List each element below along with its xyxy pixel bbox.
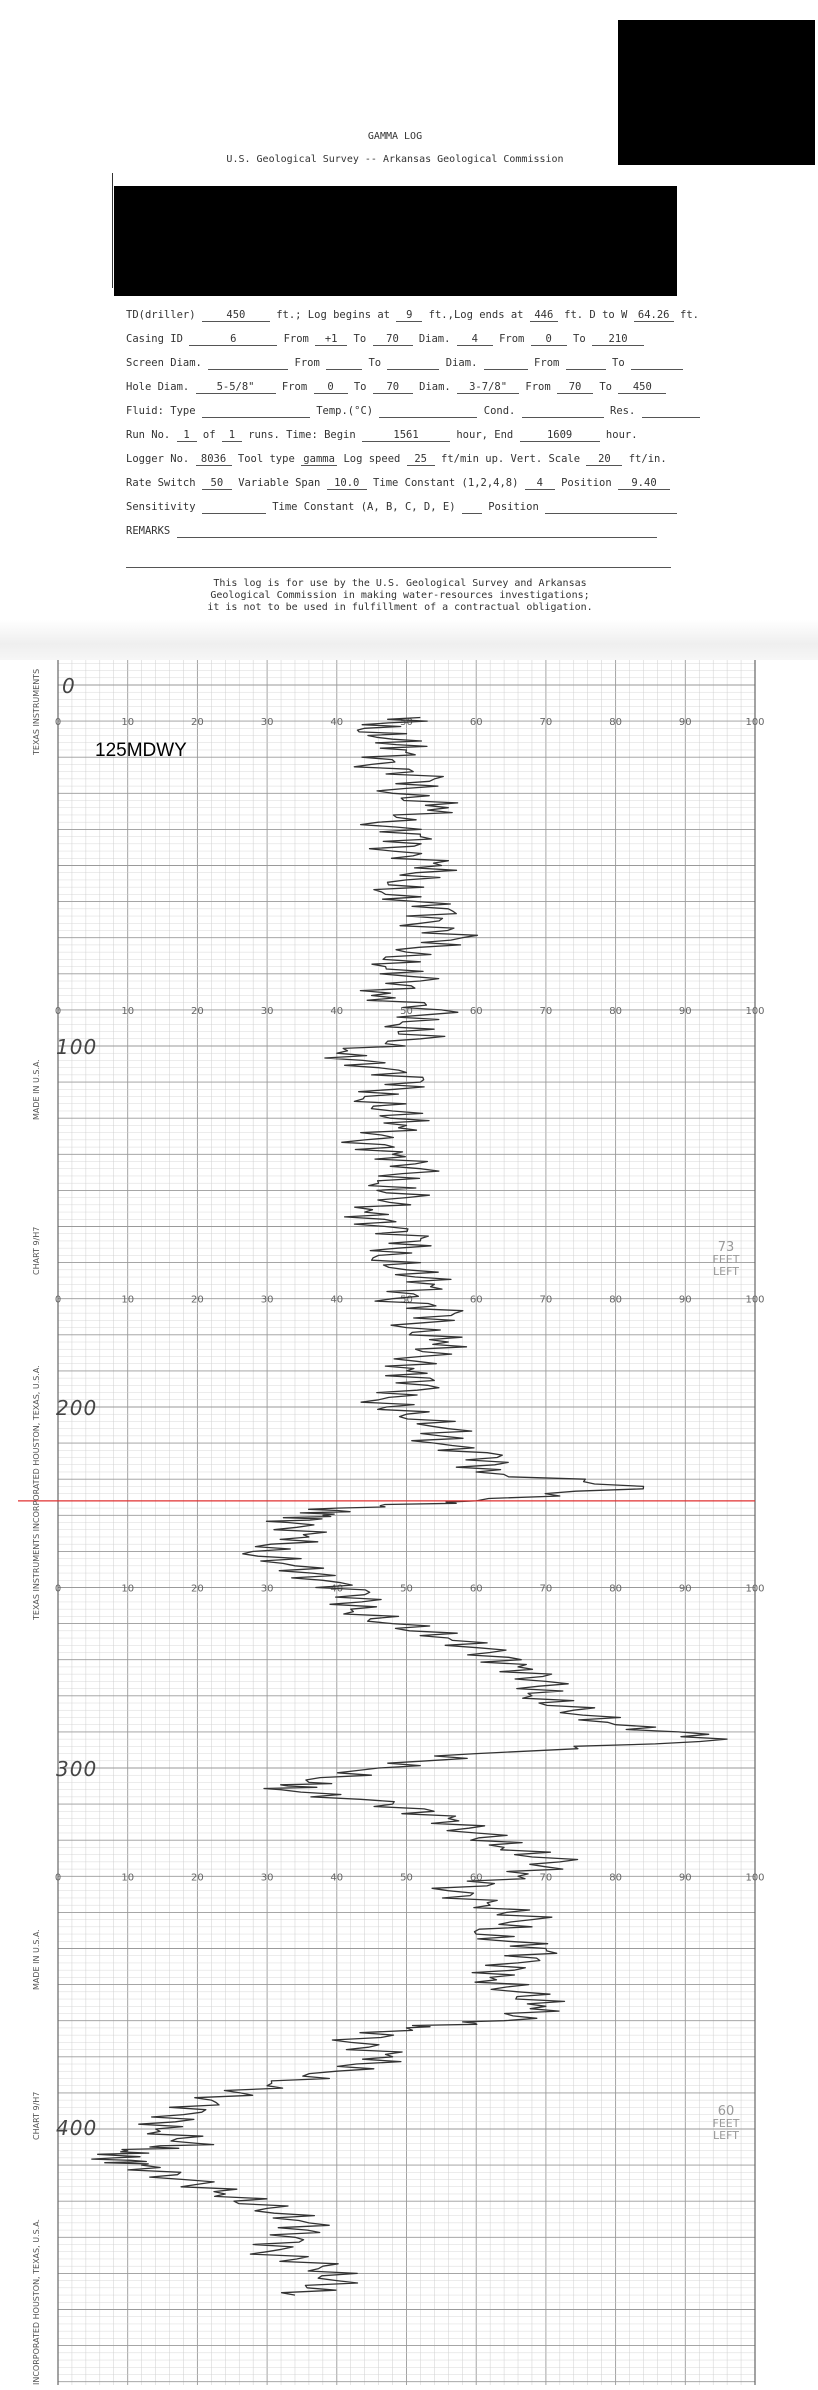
screen-to2-label: To — [612, 357, 625, 369]
hole-diam2-label: Diam. — [419, 381, 451, 393]
scale-label-0: 0 — [54, 1294, 62, 1306]
speed-value: 25 — [407, 453, 435, 466]
scale-label-10: 10 — [121, 1005, 135, 1017]
margin-text-1: TEXAS INSTRUMENTS — [32, 668, 41, 755]
chart-scale-labels — [55, 717, 765, 1883]
scale-label-80: 80 — [609, 1294, 622, 1306]
hole-from2-label: From — [525, 381, 551, 393]
cond-blank — [522, 405, 604, 418]
margin-text-2: MADE IN U.S.A. — [32, 1059, 41, 1120]
rate-label: Rate Switch — [126, 477, 196, 489]
scale-label-100: 100 — [745, 1294, 765, 1306]
scale-label-30: 30 — [260, 717, 274, 729]
hole-label: Hole Diam. — [126, 381, 190, 393]
scale-label-50: 50 — [400, 1872, 413, 1884]
form-row-remarks — [126, 525, 671, 541]
header-left-rule — [112, 173, 113, 288]
form-row-casing — [126, 333, 671, 349]
res-blank — [642, 405, 700, 418]
depth-to-water-value: 64.26 — [634, 309, 674, 322]
td-ft-label: ft.; Log begins at — [276, 309, 390, 321]
scale-label-30: 30 — [260, 1583, 274, 1595]
scale-label-30: 30 — [260, 1005, 274, 1017]
depth-label-200: 200 — [56, 1396, 98, 1420]
log-begin-ft-label: ft.,Log ends at — [428, 309, 524, 321]
casing-label: Casing ID — [126, 333, 183, 345]
log-end-value: 446 — [530, 309, 558, 322]
scale-label-20: 20 — [191, 717, 204, 729]
scale-label-90: 90 — [678, 1583, 692, 1595]
feet-left-label-2: FEET — [712, 2117, 740, 2130]
agency-line: U.S. Geological Survey -- Arkansas Geological Commission — [226, 154, 564, 165]
scale-label-60: 60 — [469, 1294, 483, 1306]
scale-label-70: 70 — [539, 1583, 553, 1595]
run-total-value: 1 — [222, 429, 242, 442]
depth-label-400: 400 — [56, 2116, 98, 2140]
scale-label-60: 60 — [469, 1005, 483, 1017]
disclaimer-line-1: This log is for use by the U.S. Geological Survey and Arkansas — [213, 578, 587, 589]
scale-label-70: 70 — [539, 1005, 553, 1017]
scale-label-20: 20 — [191, 1872, 204, 1884]
scale-label-50: 50 — [400, 717, 413, 729]
scale-label-70: 70 — [539, 717, 553, 729]
scale-label-50: 50 — [400, 1294, 413, 1306]
scale-label-80: 80 — [609, 717, 622, 729]
usage-disclaimer — [160, 578, 640, 614]
casing-diam-value: 4 — [457, 333, 493, 346]
remarks-blank — [177, 525, 657, 538]
scale-label-40: 40 — [330, 1005, 344, 1017]
scale-label-80: 80 — [609, 1583, 622, 1595]
scale-label-100: 100 — [745, 1005, 765, 1017]
position2-blank — [545, 501, 677, 514]
redaction-block-header — [114, 186, 677, 296]
scale-label-90: 90 — [678, 717, 692, 729]
scale-label-80: 80 — [609, 1005, 622, 1017]
scale-label-10: 10 — [121, 1872, 135, 1884]
fluid-type-blank — [202, 405, 310, 418]
screen-to2-blank — [631, 357, 683, 370]
vert-scale-unit: ft/in. — [628, 453, 667, 465]
scale-label-90: 90 — [678, 1872, 692, 1884]
chart-grid — [58, 660, 755, 2385]
run-label: Run No. — [126, 429, 171, 441]
hole-to2-value: 450 — [618, 381, 666, 394]
margin-text-3: CHART 9/H7 — [32, 1226, 41, 1275]
feet-left-note-1 — [706, 1242, 746, 1278]
depth-label-300: 300 — [56, 1757, 98, 1781]
scale-label-50: 50 — [400, 1583, 413, 1595]
form-row-hole — [126, 381, 671, 397]
rate-value: 50 — [202, 477, 232, 490]
casing-from2-value: 0 — [531, 333, 567, 346]
form-row-run — [126, 429, 671, 445]
form-row-screen — [126, 357, 671, 373]
screen-diam2-blank — [484, 357, 528, 370]
scale-label-20: 20 — [191, 1005, 204, 1017]
screen-from2-blank — [566, 357, 606, 370]
scale-label-0: 0 — [54, 1005, 62, 1017]
screen-to-blank — [387, 357, 439, 370]
screen-label: Screen Diam. — [126, 357, 202, 369]
remarks-second-line — [126, 567, 671, 568]
casing-diam-label: Diam. — [418, 333, 451, 345]
form-row-rate — [126, 477, 671, 493]
time-begin-value: 1561 — [362, 429, 450, 442]
margin-text-5: MADE IN U.S.A. — [32, 1929, 41, 1990]
sensitivity-blank — [202, 501, 266, 514]
casing-to-value: 70 — [373, 333, 413, 346]
casing-from-label: From — [283, 333, 309, 345]
remarks-label: REMARKS — [126, 525, 171, 537]
casing-to2-value: 210 — [592, 333, 644, 346]
scale-label-30: 30 — [260, 1872, 274, 1884]
scale-label-20: 20 — [191, 1294, 204, 1306]
fluid-label: Fluid: Type — [126, 405, 196, 417]
scale-label-0: 0 — [54, 1583, 62, 1595]
scale-label-90: 90 — [678, 1294, 692, 1306]
feet-left-count-2: 60 — [717, 2104, 735, 2119]
sensitivity-label: Sensitivity — [126, 501, 196, 513]
temp-blank — [379, 405, 477, 418]
form-row-fluid — [126, 405, 671, 421]
scale-label-60: 60 — [469, 1583, 483, 1595]
tc-label: Time Constant (1,2,4,8) — [373, 477, 519, 489]
scale-label-100: 100 — [745, 1872, 765, 1884]
scale-label-40: 40 — [330, 717, 344, 729]
fold-shadow — [0, 620, 818, 660]
form-row-sensitivity — [126, 501, 671, 517]
scale-label-40: 40 — [330, 1294, 344, 1306]
scale-label-100: 100 — [745, 717, 765, 729]
hole-to-value: 70 — [373, 381, 413, 394]
disclaimer-line-2: Geological Commission in making water-resources investigations; — [210, 590, 590, 601]
speed-unit-label: ft/min up. Vert. Scale — [441, 453, 581, 465]
screen-diam-blank — [208, 357, 288, 370]
position-label: Position — [561, 477, 612, 489]
scale-label-10: 10 — [121, 1583, 135, 1595]
screen-from-label: From — [294, 357, 320, 369]
screen-from2-label: From — [534, 357, 560, 369]
scale-label-40: 40 — [330, 1583, 344, 1595]
scale-label-90: 90 — [678, 1005, 692, 1017]
screen-to-label: To — [368, 357, 382, 369]
position2-label: Position — [488, 501, 539, 513]
td-value: 450 — [202, 309, 270, 322]
feet-left-label2-2: LEFT — [713, 2129, 739, 2142]
scale-label-80: 80 — [609, 1872, 622, 1884]
log-begin-value: 9 — [396, 309, 422, 322]
run-time-label: runs. Time: Begin — [248, 429, 356, 441]
scale-label-50: 50 — [400, 1005, 413, 1017]
hole-from-label: From — [281, 381, 308, 393]
logger-label: Logger No. — [126, 453, 190, 465]
scale-label-0: 0 — [54, 1872, 62, 1884]
hole-from2-value: 70 — [557, 381, 593, 394]
time-end-value: 1609 — [520, 429, 600, 442]
tool-label: Tool type — [237, 453, 295, 465]
run-no-value: 1 — [177, 429, 197, 442]
disclaimer-line-3: it is not to be used in fulfillment of a contractual obligation. — [207, 602, 593, 613]
casing-to-label: To — [353, 333, 367, 345]
form-row-depth — [126, 309, 699, 325]
feet-left-label2-1: LEFT — [713, 1265, 739, 1278]
logger-no-value: 8036 — [196, 453, 232, 466]
scale-label-60: 60 — [469, 1872, 483, 1884]
margin-text-7: INCORPORATED HOUSTON, TEXAS, U.S.A. — [32, 2218, 41, 2385]
run-of-label: of — [202, 429, 216, 441]
casing-from2-label: From — [499, 333, 525, 345]
depth-label-100: 100 — [56, 1035, 98, 1059]
temp-label: Temp.(°C) — [316, 405, 374, 417]
tc2-blank — [462, 501, 482, 514]
log-header-form — [126, 305, 699, 595]
hour-end-label: hour, End — [456, 429, 514, 441]
scale-label-70: 70 — [539, 1872, 553, 1884]
vert-scale-value: 20 — [586, 453, 622, 466]
scale-label-70: 70 — [539, 1294, 553, 1306]
log-title: GAMMA LOG — [367, 131, 423, 142]
form-row-logger — [126, 453, 671, 469]
res-label: Res. — [610, 405, 636, 417]
cond-label: Cond. — [483, 405, 516, 417]
hole-to2-label: To — [599, 381, 613, 393]
hole-diam2-value: 3-7/8" — [457, 381, 519, 394]
hole-from-value: 0 — [314, 381, 348, 394]
tool-type-value: gamma — [301, 453, 337, 466]
span-value: 10.0 — [327, 477, 367, 490]
hour-label: hour. — [605, 429, 638, 441]
scale-label-10: 10 — [121, 1294, 135, 1306]
casing-id-value: 6 — [189, 333, 277, 346]
screen-from-blank — [326, 357, 362, 370]
speed-label: Log speed — [343, 453, 401, 465]
log-end-ft-label: ft. D to W — [564, 309, 628, 321]
scale-label-40: 40 — [330, 1872, 344, 1884]
depth-to-water-unit: ft. — [680, 309, 699, 321]
scale-label-20: 20 — [191, 1583, 204, 1595]
screen-diam-label: Diam. — [445, 357, 478, 369]
hole-diam-value: 5-5/8" — [196, 381, 276, 394]
feet-left-count-1: 73 — [717, 1240, 735, 1255]
gamma-trace-line — [92, 718, 727, 2296]
scale-label-100: 100 — [745, 1583, 765, 1595]
tc2-label: Time Constant (A, B, C, D, E) — [272, 501, 456, 513]
hole-to-label: To — [353, 381, 367, 393]
scale-label-30: 30 — [260, 1294, 274, 1306]
feet-left-label-1: FEET — [712, 1253, 740, 1266]
span-label: Variable Span — [238, 477, 321, 489]
feet-left-note-2 — [706, 2106, 746, 2142]
casing-to2-label: To — [573, 333, 586, 345]
margin-text-6: CHART 9/H7 — [32, 2091, 41, 2140]
scale-label-0: 0 — [54, 717, 62, 729]
margin-text-4: TEXAS INSTRUMENTS INCORPORATED HOUSTON, TEXAS, U.S.A. — [32, 1365, 41, 1620]
td-label: TD(driller) — [126, 309, 196, 321]
well-id-label: 125MDWY — [95, 740, 187, 761]
scale-label-60: 60 — [469, 717, 483, 729]
casing-from-value: +1 — [315, 333, 347, 346]
redaction-block-top-right — [618, 20, 815, 165]
scale-label-10: 10 — [121, 717, 135, 729]
position-value: 9.40 — [618, 477, 670, 490]
gamma-log-chart — [0, 655, 818, 2390]
depth-label-0: 0 — [62, 674, 76, 698]
tc-value: 4 — [525, 477, 555, 490]
